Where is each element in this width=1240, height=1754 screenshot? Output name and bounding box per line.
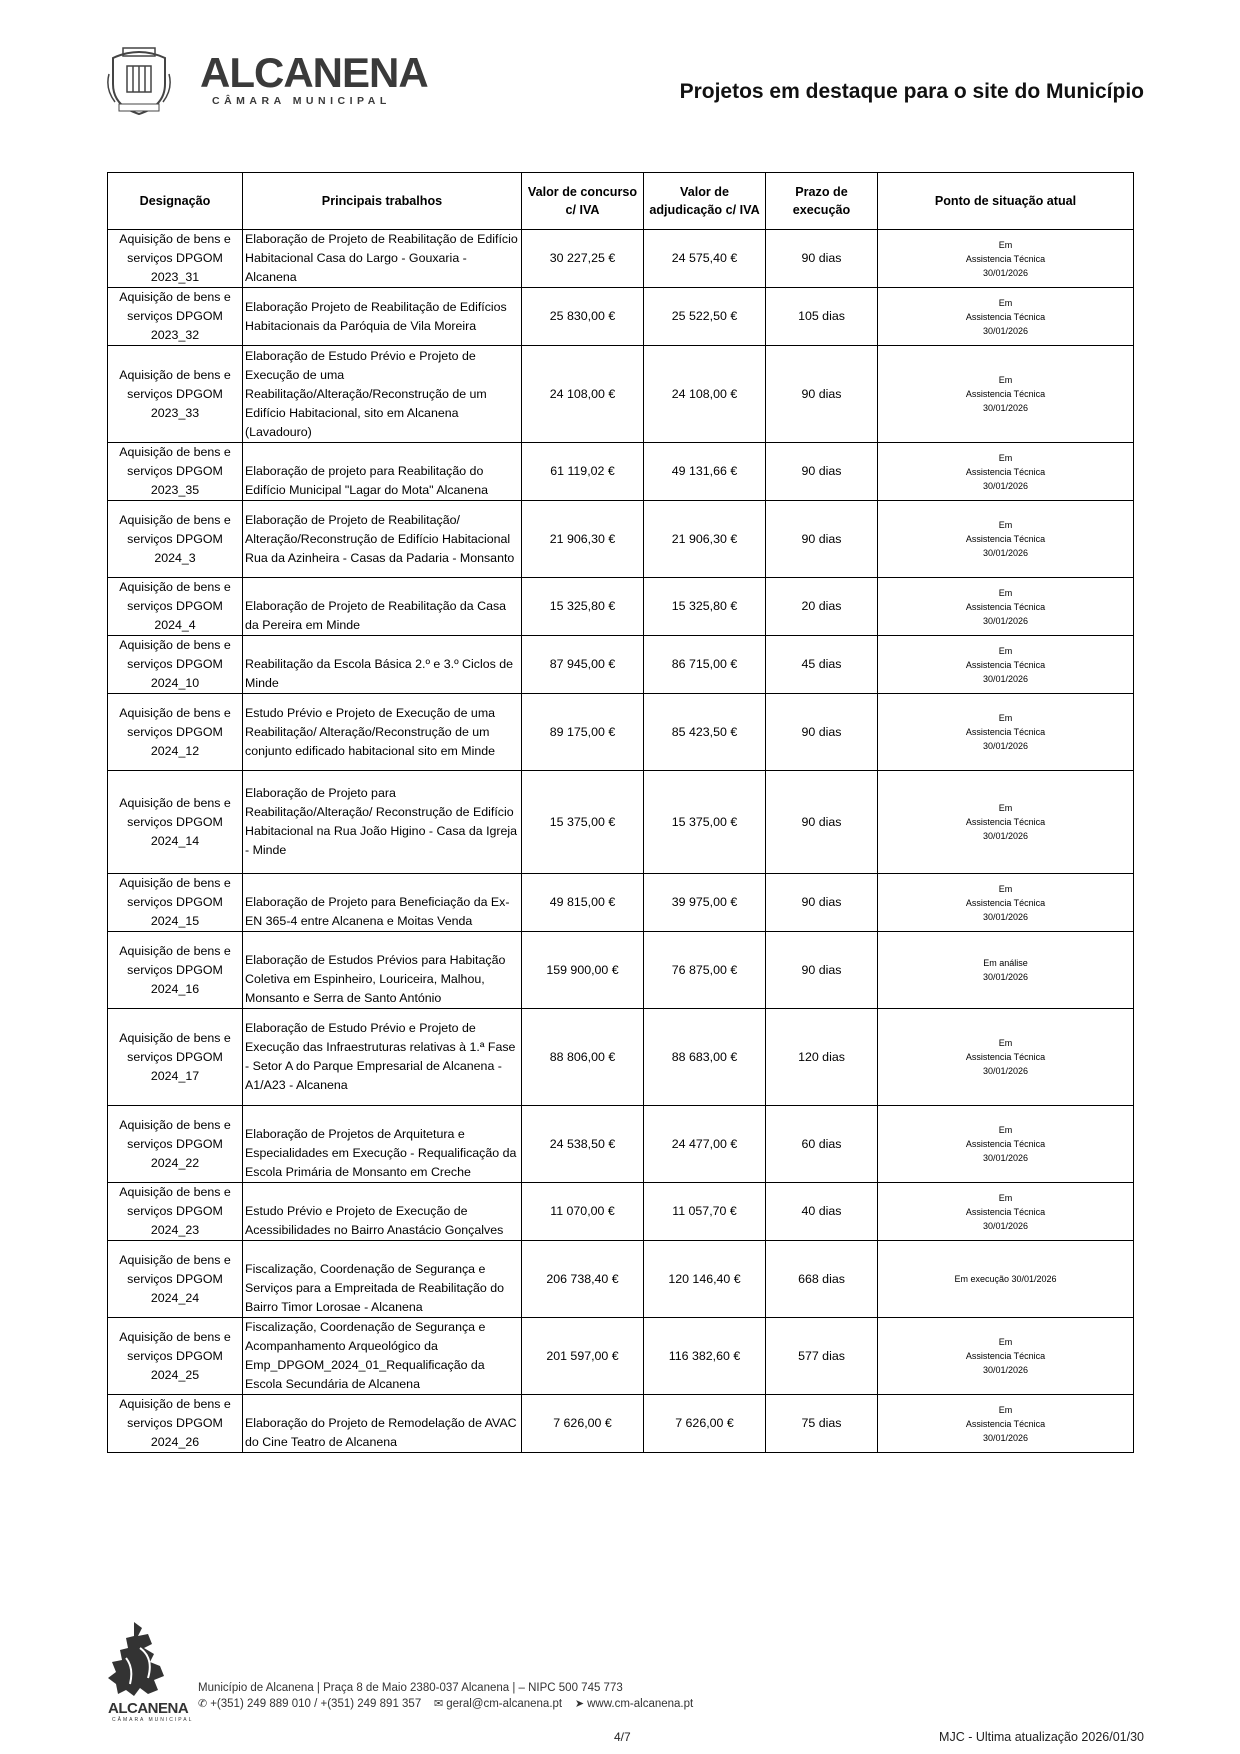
status-line: Assistencia Técnica — [965, 466, 1046, 477]
cell-designacao: Aquisição de bens e serviços DPGOM 2024_14 — [108, 771, 243, 874]
status-line: Em — [998, 713, 1013, 723]
cell-designacao: Aquisição de bens e serviços DPGOM 2024_22 — [108, 1106, 243, 1183]
table-row — [108, 1395, 1134, 1453]
status-line: 30/01/2026 — [982, 1432, 1029, 1443]
table-row — [108, 694, 1134, 771]
status-line: Assistencia Técnica — [965, 897, 1046, 908]
column-header-trabalhos: Principais trabalhos — [243, 173, 522, 230]
cell-trabalhos: Elaboração de Projeto de Reabilitação/ Alteração/Reconstrução de Edifício Habitacional Rua da Azinheira - Casas da Padaria - Monsanto — [243, 501, 522, 578]
cell-prazo: 668 dias — [766, 1241, 878, 1318]
status-line: 30/01/2026 — [982, 267, 1029, 278]
cell-trabalhos: Estudo Prévio e Projeto de Execução de Acessibilidades no Bairro Anastácio Gonçalves — [243, 1183, 522, 1241]
cell-valor-adjudicacao: 88 683,00 € — [644, 1009, 766, 1106]
table-row — [108, 1106, 1134, 1183]
table-row — [108, 1183, 1134, 1241]
cell-designacao: Aquisição de bens e serviços DPGOM 2024_26 — [108, 1395, 243, 1453]
cell-trabalhos: Elaboração de Projeto de Reabilitação de Edifício Habitacional Casa do Largo - Gouxaria - Alcanena — [243, 230, 522, 288]
cell-valor-concurso: 24 108,00 € — [522, 346, 644, 443]
cell-trabalhos: Elaboração de Projeto para Beneficiação da Ex-EN 365-4 entre Alcanena e Moitas Venda — [243, 874, 522, 932]
cell-prazo: 60 dias — [766, 1106, 878, 1183]
cell-valor-concurso: 30 227,25 € — [522, 230, 644, 288]
document-title: Projetos em destaque para o site do Município — [679, 80, 1144, 103]
cell-valor-concurso: 7 626,00 € — [522, 1395, 644, 1453]
cell-prazo: 45 dias — [766, 636, 878, 694]
status-line: Em — [998, 452, 1013, 463]
cell-prazo: 75 dias — [766, 1395, 878, 1453]
status-line: Em — [998, 1192, 1013, 1203]
status-line: Assistencia Técnica — [965, 1052, 1046, 1062]
status-line: Em — [998, 883, 1013, 894]
brand-name: ALCANENA — [200, 49, 428, 96]
table-row — [108, 230, 1134, 288]
status-line: Assistencia Técnica — [965, 1418, 1046, 1429]
cell-valor-concurso: 25 830,00 € — [522, 288, 644, 346]
status-line: Em — [998, 239, 1013, 250]
status-line: Assistencia Técnica — [965, 659, 1046, 670]
table-row — [108, 346, 1134, 443]
phone-icon: ✆ — [198, 1698, 208, 1710]
footer-contacts — [198, 1697, 693, 1710]
table-row — [108, 636, 1134, 694]
cell-prazo: 120 dias — [766, 1009, 878, 1106]
cell-designacao: Aquisição de bens e serviços DPGOM 2024_17 — [108, 1009, 243, 1106]
brand-subtitle: CÂMARA MUNICIPAL — [212, 95, 391, 107]
cell-valor-adjudicacao: 25 522,50 € — [644, 288, 766, 346]
cell-designacao: Aquisição de bens e serviços DPGOM 2023_35 — [108, 443, 243, 501]
table-row — [108, 1318, 1134, 1395]
status-line: Em — [998, 1404, 1013, 1415]
municipal-crest-icon — [105, 44, 173, 116]
cell-situacao — [878, 636, 1134, 694]
cell-valor-concurso: 21 906,30 € — [522, 501, 644, 578]
status-line: Assistencia Técnica — [965, 389, 1046, 399]
cell-prazo: 90 dias — [766, 443, 878, 501]
table-row — [108, 1009, 1134, 1106]
status-line: 30/01/2026 — [982, 673, 1029, 684]
status-line: 30/01/2026 — [982, 325, 1029, 336]
status-line: 30/01/2026 — [982, 831, 1029, 841]
status-line: Assistencia Técnica — [965, 727, 1046, 737]
cell-situacao — [878, 694, 1134, 771]
status-line: 30/01/2026 — [982, 1365, 1029, 1375]
column-header-valor-concurso: Valor de concurso c/ IVA — [522, 173, 644, 230]
cell-prazo: 577 dias — [766, 1318, 878, 1395]
email-icon: ✉ — [434, 1698, 444, 1710]
cell-valor-adjudicacao: 7 626,00 € — [644, 1395, 766, 1453]
cell-situacao — [878, 932, 1134, 1009]
table-row — [108, 1241, 1134, 1318]
cell-valor-adjudicacao: 15 325,80 € — [644, 578, 766, 636]
cell-prazo: 105 dias — [766, 288, 878, 346]
table-row — [108, 771, 1134, 874]
cell-situacao — [878, 1183, 1134, 1241]
status-line: 30/01/2026 — [982, 741, 1029, 751]
cell-valor-adjudicacao: 24 575,40 € — [644, 230, 766, 288]
cell-designacao: Aquisição de bens e serviços DPGOM 2023_33 — [108, 346, 243, 443]
cell-situacao — [878, 1106, 1134, 1183]
cell-valor-adjudicacao: 85 423,50 € — [644, 694, 766, 771]
column-header-prazo: Prazo de execução — [766, 173, 878, 230]
cell-trabalhos: Elaboração de Estudo Prévio e Projeto de Execução das Infraestruturas relativas à 1.ª Fase - Setor A do Parque Empresarial de Alcanena - A1/A23 - Alcanena — [243, 1009, 522, 1106]
cell-valor-concurso: 87 945,00 € — [522, 636, 644, 694]
cell-designacao: Aquisição de bens e serviços DPGOM 2024_4 — [108, 578, 243, 636]
cell-trabalhos: Elaboração de Estudos Prévios para Habitação Coletiva em Espinheiro, Louriceira, Malhou, Monsanto e Serra de Santo António — [243, 932, 522, 1009]
cell-trabalhos: Elaboração de Projeto para Reabilitação/Alteração/ Reconstrução de Edifício Habitacional na Rua João Higino - Casa da Igreja - Minde — [243, 771, 522, 874]
status-line: Em — [998, 297, 1013, 308]
status-line: Em — [998, 803, 1013, 813]
status-line: Assistencia Técnica — [965, 311, 1046, 322]
website-icon: ➤ — [574, 1698, 585, 1710]
cell-valor-concurso: 61 119,02 € — [522, 443, 644, 501]
cell-valor-concurso: 49 815,00 € — [522, 874, 644, 932]
column-header-situacao: Ponto de situação atual — [878, 173, 1134, 230]
last-update: MJC - Ultima atualização 2026/01/30 — [939, 1730, 1144, 1744]
page-number: 4/7 — [614, 1730, 631, 1744]
cell-designacao: Aquisição de bens e serviços DPGOM 2024_12 — [108, 694, 243, 771]
cell-valor-adjudicacao: 86 715,00 € — [644, 636, 766, 694]
cell-prazo: 90 dias — [766, 501, 878, 578]
cell-valor-adjudicacao: 120 146,40 € — [644, 1241, 766, 1318]
cell-valor-adjudicacao: 116 382,60 € — [644, 1318, 766, 1395]
cell-trabalhos: Elaboração de projeto para Reabilitação do Edifício Municipal "Lagar do Mota" Alcanena — [243, 443, 522, 501]
status-line: 30/01/2026 — [982, 972, 1029, 982]
cell-prazo: 20 dias — [766, 578, 878, 636]
table-row — [108, 932, 1134, 1009]
cell-prazo: 90 dias — [766, 932, 878, 1009]
table-header-row — [108, 173, 1134, 230]
cell-designacao: Aquisição de bens e serviços DPGOM 2024_23 — [108, 1183, 243, 1241]
cell-situacao — [878, 1318, 1134, 1395]
cell-valor-adjudicacao: 24 108,00 € — [644, 346, 766, 443]
status-line: Em — [998, 1125, 1013, 1135]
status-line: 30/01/2026 — [982, 480, 1029, 491]
status-line: 30/01/2026 — [982, 911, 1029, 922]
footer-brand-name: ALCANENA — [108, 1700, 189, 1717]
cell-situacao — [878, 578, 1134, 636]
cell-trabalhos: Reabilitação da Escola Básica 2.º e 3.º Ciclos de Minde — [243, 636, 522, 694]
status-line: Em — [998, 375, 1013, 385]
alcanena-footer-logo-icon — [104, 1618, 176, 1700]
cell-situacao — [878, 346, 1134, 443]
cell-trabalhos: Elaboração de Projeto de Reabilitação da Casa da Pereira em Minde — [243, 578, 522, 636]
cell-valor-adjudicacao: 76 875,00 € — [644, 932, 766, 1009]
status-line: Assistencia Técnica — [965, 1139, 1046, 1149]
cell-valor-adjudicacao: 11 057,70 € — [644, 1183, 766, 1241]
cell-trabalhos: Estudo Prévio e Projeto de Execução de uma Reabilitação/ Alteração/Reconstrução de um conjunto edificado habitacional sito em Minde — [243, 694, 522, 771]
cell-situacao — [878, 874, 1134, 932]
cell-valor-adjudicacao: 39 975,00 € — [644, 874, 766, 932]
cell-situacao — [878, 443, 1134, 501]
status-line: Em análise — [983, 958, 1028, 968]
cell-designacao: Aquisição de bens e serviços DPGOM 2023_32 — [108, 288, 243, 346]
cell-designacao: Aquisição de bens e serviços DPGOM 2024_10 — [108, 636, 243, 694]
cell-trabalhos: Fiscalização, Coordenação de Segurança e Serviços para a Empreitada de Reabilitação do Bairro Timor Lorosae - Alcanena — [243, 1241, 522, 1318]
cell-situacao — [878, 1009, 1134, 1106]
cell-valor-concurso: 88 806,00 € — [522, 1009, 644, 1106]
table-row — [108, 874, 1134, 932]
cell-valor-concurso: 206 738,40 € — [522, 1241, 644, 1318]
cell-situacao — [878, 1241, 1134, 1318]
cell-designacao: Aquisição de bens e serviços DPGOM 2024_16 — [108, 932, 243, 1009]
cell-situacao — [878, 1395, 1134, 1453]
status-line: Em — [998, 645, 1013, 656]
cell-designacao: Aquisição de bens e serviços DPGOM 2024_3 — [108, 501, 243, 578]
table-row — [108, 443, 1134, 501]
cell-trabalhos: Elaboração Projeto de Reabilitação de Edifícios Habitacionais da Paróquia de Vila Moreira — [243, 288, 522, 346]
status-line: 30/01/2026 — [982, 1066, 1029, 1076]
table-row — [108, 288, 1134, 346]
footer-phones: +(351) 249 889 010 / +(351) 249 891 357 — [210, 1698, 422, 1710]
cell-prazo: 90 dias — [766, 771, 878, 874]
cell-valor-adjudicacao: 15 375,00 € — [644, 771, 766, 874]
status-line: Assistencia Técnica — [965, 817, 1046, 827]
cell-valor-concurso: 201 597,00 € — [522, 1318, 644, 1395]
cell-valor-concurso: 11 070,00 € — [522, 1183, 644, 1241]
cell-valor-concurso: 15 325,80 € — [522, 578, 644, 636]
cell-trabalhos: Fiscalização, Coordenação de Segurança e Acompanhamento Arqueológico da Emp_DPGOM_2024_01_Requalificação da Escola Secundária de Alcanena — [243, 1318, 522, 1395]
cell-situacao — [878, 230, 1134, 288]
footer-email[interactable]: geral@cm-alcanena.pt — [446, 1698, 563, 1710]
cell-designacao: Aquisição de bens e serviços DPGOM 2024_15 — [108, 874, 243, 932]
cell-situacao — [878, 771, 1134, 874]
cell-trabalhos: Elaboração do Projeto de Remodelação de AVAC do Cine Teatro de Alcanena — [243, 1395, 522, 1453]
table-row — [108, 578, 1134, 636]
status-line: Em — [998, 1337, 1013, 1347]
footer-brand-subtitle: CÂMARA MUNICIPAL — [112, 1717, 194, 1723]
cell-prazo: 90 dias — [766, 694, 878, 771]
cell-prazo: 40 dias — [766, 1183, 878, 1241]
cell-trabalhos: Elaboração de Estudo Prévio e Projeto de Execução de uma Reabilitação/Alteração/Reconstrução de um Edifício Habitacional, sito em Alcanena (Lavadouro) — [243, 346, 522, 443]
cell-trabalhos: Elaboração de Projetos de Arquitetura e Especialidades em Execução - Requalificação da Escola Primária de Monsanto em Creche — [243, 1106, 522, 1183]
cell-designacao: Aquisição de bens e serviços DPGOM 2024_24 — [108, 1241, 243, 1318]
footer-address: Município de Alcanena | Praça 8 de Maio 2380-037 Alcanena | – NIPC 500 745 773 — [198, 1682, 623, 1694]
cell-valor-concurso: 89 175,00 € — [522, 694, 644, 771]
status-line: Em — [998, 1038, 1013, 1048]
status-line: Em execução 30/01/2026 — [954, 1274, 1057, 1284]
status-line: Assistencia Técnica — [965, 534, 1046, 544]
status-line: 30/01/2026 — [982, 1220, 1029, 1231]
status-line: 30/01/2026 — [982, 548, 1029, 558]
column-header-valor-adjudicacao: Valor de adjudicação c/ IVA — [644, 173, 766, 230]
status-line: Assistencia Técnica — [965, 601, 1046, 612]
status-line: Assistencia Técnica — [965, 253, 1046, 264]
cell-valor-concurso: 15 375,00 € — [522, 771, 644, 874]
cell-valor-adjudicacao: 24 477,00 € — [644, 1106, 766, 1183]
column-header-designacao: Designação — [108, 173, 243, 230]
status-line: 30/01/2026 — [982, 615, 1029, 626]
status-line: Assistencia Técnica — [965, 1206, 1046, 1217]
cell-prazo: 90 dias — [766, 346, 878, 443]
cell-situacao — [878, 501, 1134, 578]
status-line: 30/01/2026 — [982, 1153, 1029, 1163]
projects-table — [107, 172, 1134, 1453]
cell-valor-concurso: 159 900,00 € — [522, 932, 644, 1009]
cell-valor-concurso: 24 538,50 € — [522, 1106, 644, 1183]
cell-prazo: 90 dias — [766, 874, 878, 932]
cell-valor-adjudicacao: 49 131,66 € — [644, 443, 766, 501]
cell-prazo: 90 dias — [766, 230, 878, 288]
cell-valor-adjudicacao: 21 906,30 € — [644, 501, 766, 578]
cell-designacao: Aquisição de bens e serviços DPGOM 2024_25 — [108, 1318, 243, 1395]
cell-situacao — [878, 288, 1134, 346]
footer-website[interactable]: www.cm-alcanena.pt — [587, 1698, 694, 1710]
status-line: Em — [998, 520, 1013, 530]
cell-designacao: Aquisição de bens e serviços DPGOM 2023_31 — [108, 230, 243, 288]
status-line: Assistencia Técnica — [965, 1351, 1046, 1361]
status-line: 30/01/2026 — [982, 403, 1029, 413]
page-header — [0, 0, 1240, 150]
status-line: Em — [998, 587, 1013, 598]
table-row — [108, 501, 1134, 578]
